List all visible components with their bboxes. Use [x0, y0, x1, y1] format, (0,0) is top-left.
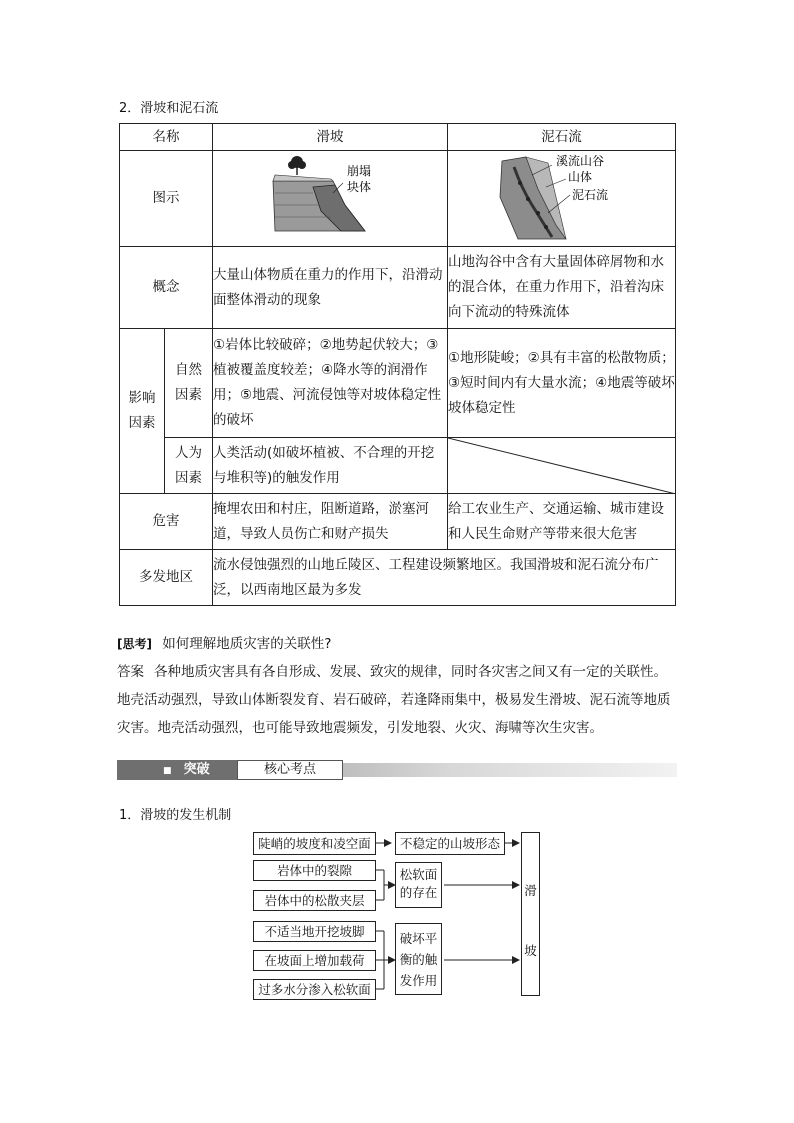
flow-box-unstable-form: 不稳定的山坡形态	[395, 832, 505, 855]
flow-box-steep-slope: 陡峭的坡度和凌空面	[253, 832, 376, 855]
fig-label-collapse: 崩塌	[347, 163, 372, 178]
human-factors-label	[165, 438, 213, 494]
landslide-debris-table	[119, 123, 676, 606]
harm-debris: 给工农业生产、交通运输、城市建设和人民生命财产等带来很大危害	[448, 494, 676, 550]
think-question: 如何理解地质灾害的关联性?	[162, 636, 332, 652]
flow-box-rock-cracks: 岩体中的裂隙	[253, 860, 376, 881]
answer-text: 各种地质灾害具有各自形成、发展、致灾的规律，同时各灾害之间又有一定的关联性。地壳活动强烈，导致山体断裂发育、岩石破碎，若逢降雨集中，极易发生滑坡、泥石流等地质灾害。地壳活动强烈，也可能导致地震频发，引发地裂、火灾、海啸等次生灾害。	[117, 664, 671, 736]
flow-box-water-infiltration: 过多水分渗入松软面	[253, 979, 376, 1000]
debris-flow-diagram	[448, 153, 676, 245]
answer-label: 答案	[117, 664, 144, 680]
header-landslide: 滑坡	[213, 124, 448, 151]
flow-box-added-load: 在坡面上增加载荷	[253, 950, 376, 971]
section-1-title: 1．滑坡的发生机制	[119, 808, 232, 823]
concept-debris: 山地沟谷中含有大量固体碎屑物和水的混合体，在重力作用下，沿着沟床向下流动的特殊流体	[448, 247, 676, 329]
header-name: 名称	[120, 124, 213, 151]
banner-square-icon: ■	[163, 766, 172, 776]
flow-box-loose-layer: 岩体中的松散夹层	[253, 890, 376, 911]
harm-landslide: 掩埋农田和村庄，阻断道路，淤塞河道，导致人员伤亡和财产损失	[213, 494, 448, 550]
section-banner	[117, 760, 677, 780]
area-text: 流水侵蚀强烈的山地丘陵区、工程建设频繁地区。我国滑坡和泥石流分布广泛，以西南地区最为多发	[213, 550, 676, 606]
fig-label-debris: 泥石流	[572, 187, 609, 202]
row-harm-label: 危害	[120, 494, 213, 550]
diagonal-slash	[448, 438, 676, 494]
human-landslide: 人类活动(如破坏植被、不合理的开挖与堆积等)的触发作用	[213, 438, 448, 494]
flow-box-soft-surface	[395, 862, 442, 908]
soft-surface-line2: 的存在	[399, 885, 438, 900]
debris-figure-cell	[448, 151, 676, 247]
human-label-line1: 人为	[175, 444, 202, 461]
fig-label-valley: 溪流山谷	[556, 153, 605, 168]
human-debris-empty	[448, 438, 676, 494]
row-concept-label: 概念	[120, 247, 213, 329]
flow-box-excavation: 不适当地开挖坡脚	[253, 921, 376, 942]
natural-debris: ①地形陡峻；②具有丰富的松散物质；③短时间内有大量水流；④地震等破坏坡体稳定性	[448, 329, 676, 438]
trigger-line2: 衡的触	[399, 952, 438, 967]
fig-label-mountain: 山体	[568, 169, 593, 184]
flow-box-trigger	[395, 923, 442, 995]
fig-label-block: 块体	[347, 179, 372, 194]
landslide-char1: 滑	[524, 883, 537, 898]
landslide-char2: 坡	[524, 943, 537, 958]
row-figure-label: 图示	[120, 151, 213, 247]
natural-label-line2: 因素	[175, 387, 202, 403]
factors-label-line2: 因素	[128, 415, 156, 431]
landslide-figure-cell	[213, 151, 448, 247]
human-label-line2: 因素	[175, 469, 202, 486]
banner-dark-block	[117, 760, 237, 780]
flow-box-landslide	[521, 832, 540, 996]
think-section	[117, 630, 677, 742]
concept-landslide: 大量山体物质在重力的作用下，沿滑动面整体滑动的现象	[213, 247, 448, 329]
section-2-title: 2．滑坡和泥石流	[119, 101, 219, 116]
banner-right-text: 核心考点	[237, 760, 343, 780]
soft-surface-line1: 松软面	[399, 867, 438, 882]
banner-left-text: 突破	[183, 762, 210, 777]
natural-label-line1: 自然	[175, 362, 202, 378]
row-factors-label	[120, 329, 165, 494]
think-tag: [思考]	[117, 637, 152, 651]
factors-label-line1: 影响	[128, 390, 156, 406]
header-debris: 泥石流	[448, 124, 676, 151]
trigger-line1: 破坏平	[399, 931, 438, 946]
natural-factors-label	[165, 329, 213, 438]
natural-landslide: ①岩体比较破碎；②地势起伏较大；③植被覆盖度较差；④降水等的润滑作用；⑤地震、河流侵蚀等对坡体稳定性的破坏	[213, 329, 448, 438]
landslide-diagram	[213, 153, 448, 245]
trigger-line3: 发作用	[399, 973, 438, 988]
row-area-label: 多发地区	[120, 550, 213, 606]
